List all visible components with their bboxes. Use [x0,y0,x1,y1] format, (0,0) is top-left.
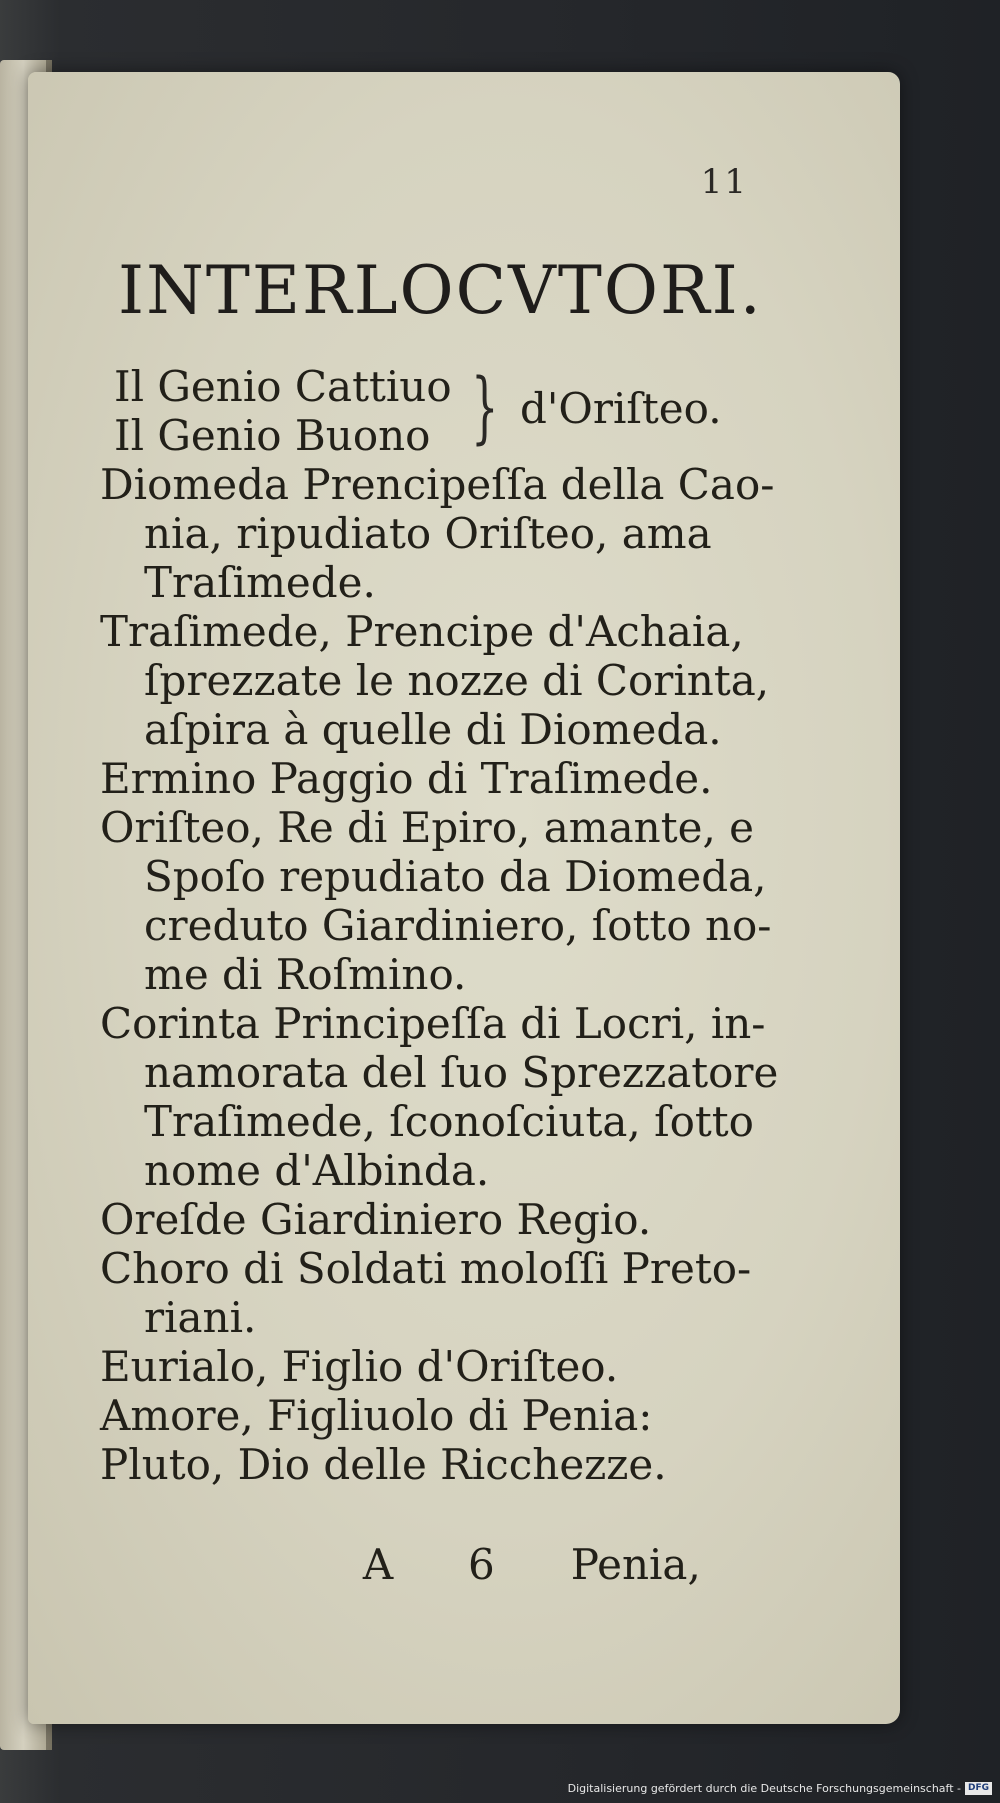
cast-entry [100,1391,800,1440]
cast-entry-first-line: Pluto, Dio delle Ricchezze. [100,1440,667,1489]
page-heading: INTERLOCVTORI. [118,252,763,329]
cast-entry [100,1440,800,1489]
cast-entry-continuation-line: nia, ripudiato Oriſteo, ama [144,509,712,558]
cast-entry [100,999,800,1195]
cast-entry-continuation-line: Traſimede. [144,558,376,607]
digitization-credit [568,1779,992,1797]
cast-entry-first-line: Corinta Principeſſa di Locri, in- [100,999,766,1048]
book-page [28,72,900,1724]
cast-entries [100,460,800,1489]
cast-entry [100,803,800,999]
dfg-logo-icon: DFG [965,1782,992,1795]
brace-icon: } [471,363,499,453]
cast-entry-first-line: Oreſde Giardiniero Regio. [100,1195,652,1244]
cast-entry-first-line: Oriſteo, Re di Epiro, amante, e [100,803,754,852]
credit-text: Digitalisierung gefördert durch die Deutsche Forschungsgemeinschaft - [567,1781,961,1795]
cast-entry [100,1195,800,1244]
cast-entry-continuation-line: ſprezzate le nozze di Corinta, [144,656,770,705]
cast-entry-first-line: Ermino Paggio di Traſimede. [100,754,713,803]
catchword-line [328,1540,748,1589]
cast-entry-continuation-line: aſpira à quelle di Diomeda. [144,705,722,754]
cast-entry-continuation-line: riani. [144,1293,257,1342]
cast-entry-first-line: Amore, Figliuolo di Penia: [100,1391,653,1440]
cast-entry-first-line: Choro di Soldati moloſſi Preto- [100,1244,752,1293]
catchword: Penia, [570,1540,701,1589]
cast-list [100,362,800,1489]
cast-entry [100,607,800,754]
cast-entry-first-line: Eurialo, Figlio d'Oriſteo. [100,1342,619,1391]
genio-buono: Il Genio Buono [114,411,431,460]
cast-entry [100,460,800,607]
page-number: 11 [700,162,748,202]
signature-letter: A [362,1540,394,1589]
cast-entry-first-line: Traſimede, Prencipe d'Achaia, [100,607,744,656]
cast-entry-continuation-line: nome d'Albinda. [144,1146,490,1195]
cast-entry-continuation-line: creduto Giardiniero, ſotto no- [144,901,772,950]
genii-shared-text: d'Oriſteo. [520,384,722,433]
cast-entry-continuation-line: Traſimede, ſconoſciuta, ſotto [144,1097,754,1146]
signature-number: 6 [467,1540,495,1589]
cast-entry-continuation-line: Spoſo repudiato da Diomeda, [144,852,767,901]
genio-cattivo: Il Genio Cattiuo [114,362,452,411]
cast-entry [100,1244,800,1342]
cast-entry-continuation-line: namorata del ſuo Sprezzatore [144,1048,779,1097]
cast-entry-continuation-line: me di Roſmino. [144,950,467,999]
cast-entry [100,1342,800,1391]
cast-entry [100,754,800,803]
genii-group [100,362,800,460]
cast-entry-first-line: Diomeda Prencipeſſa della Cao- [100,460,775,509]
